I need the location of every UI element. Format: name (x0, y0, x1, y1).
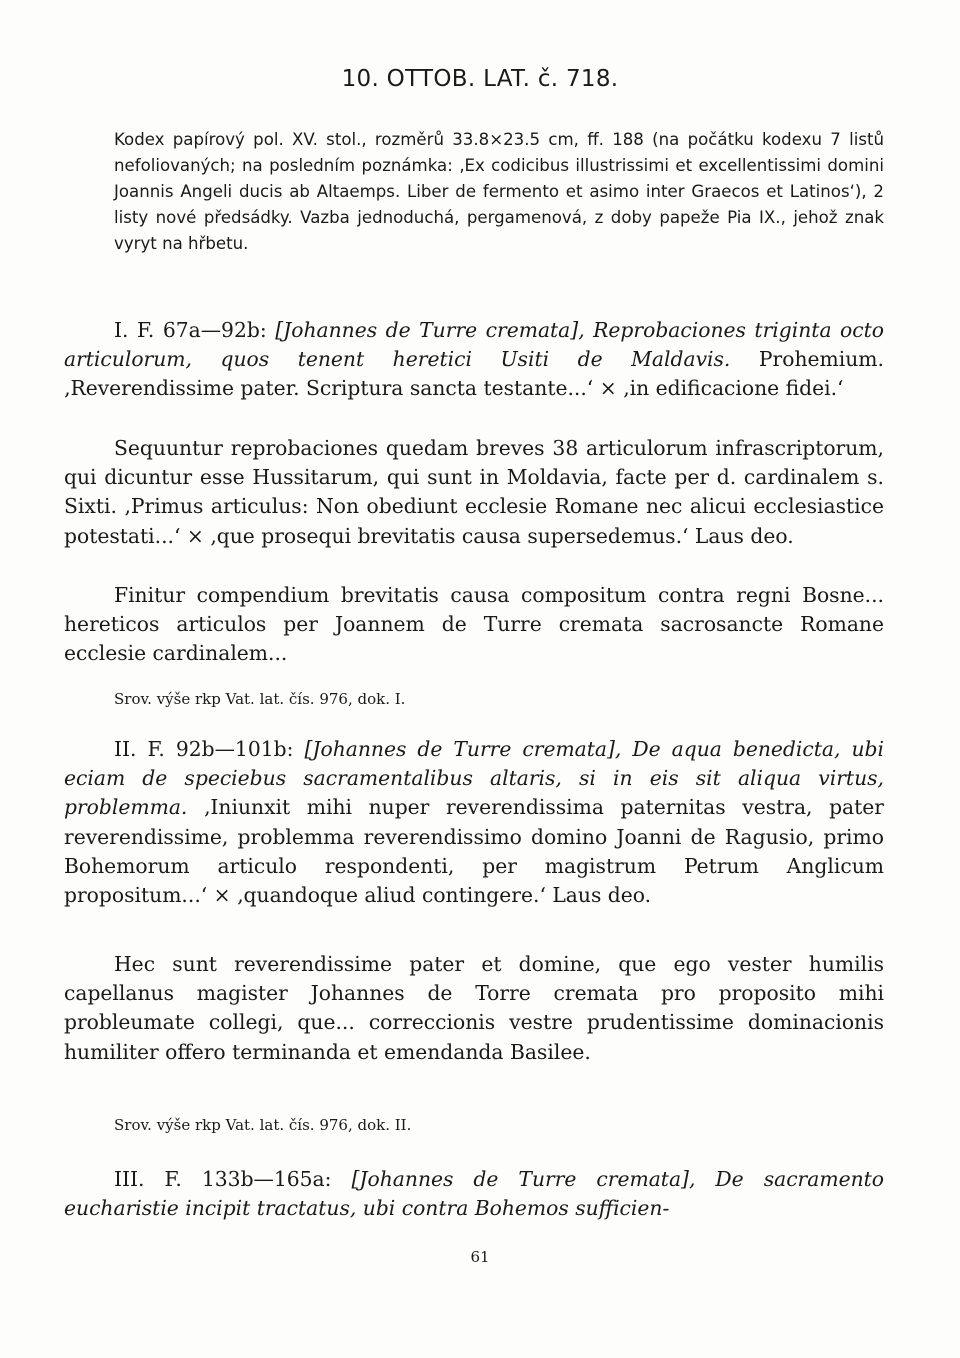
section-1-lead: I. F. 67a—92b: (114, 318, 276, 342)
section-1-entry (64, 316, 884, 404)
page-heading: 10. OTTOB. LAT. č. 718. (341, 66, 619, 92)
section-1-paragraph-2: Sequuntur reprobaciones quedam breves 38 articulorum infrascriptorum, qui dicuntur esse Hussitarum, qui sunt in Moldavia, facte per d. cardinalem s. Sixti. ‚Primus articulus: Non obediunt ecclesie Romane nec alicui ecclesiastice potestati...‘ × ‚que prosequi brevitatis causa supersedemus.‘ Laus deo. (64, 436, 884, 548)
section-1-incipit: Prohemium. ‚Reverendissime pater. Scriptura sancta testante...‘ × ‚in edificacione fidei.‘ (64, 347, 884, 401)
section-3-lead: III. F. 133b—165a: (114, 1167, 352, 1191)
codex-description: Kodex papírový pol. XV. stol., rozměrů 33.8×23.5 cm, ff. 188 (na počátku kodexu 7 listů nefoliovaných; na posledním poznámka: ‚Ex codicibus illustrissimi et excellentissimi domini Joannis Angeli ducis ab Altaemps. Liber de fermento et asimo inter Graecos et Latinos‘), 2 listy nové předsádky. Vazba jednoduchá, pergamenová, z doby papeže Pia IX., jehož znak vyryt na hřbetu. (114, 130, 884, 253)
section-1-paragraph-3: Finitur compendium brevitatis causa compositum contra regni Bosne... hereticos articulos per Joannem de Turre cremata sacrosancte Romane ecclesie cardinalem... (64, 583, 884, 666)
section-3-title: [Johannes de Turre cremata], De sacramento eucharistie incipit tractatus, ubi contra Bohemos sufficien- (64, 1167, 884, 1221)
section-2-entry (64, 735, 884, 910)
page-number: 61 (470, 1248, 490, 1266)
section-2-lead: II. F. 92b—101b: (114, 737, 305, 761)
section-2-title: [Johannes de Turre cremata], De aqua benedicta, ubi eciam de speciebus sacramentalibus altaris, si in eis sit aliqua virtus, problemma. (64, 737, 884, 820)
section-1-reference: Srov. výše rkp Vat. lat. čís. 976, dok. I. (114, 690, 406, 708)
section-2-paragraph-2: Hec sunt reverendissime pater et domine, que ego vester humilis capellanus magister Johannes de Torre cremata pro proposito mihi probleumate collegi, que... correccionis vestre prudentissime dominacionis humiliter offero terminanda et emendanda Basilee. (64, 952, 884, 1064)
section-1-title: [Johannes de Turre cremata], Reprobaciones triginta octo articulorum, quos tenent heretici Usiti de Maldavis. (64, 318, 884, 372)
section-2-incipit: ‚Iniunxit mihi nuper reverendissima paternitas vestra, pater reverendissime, problemma reverendissimo domino Joanni de Ragusio, primo Bohemorum articulo respondenti, per magistrum Petrum Anglicum propositum...‘ × ‚quandoque aliud contingere.‘ Laus deo. (64, 795, 884, 908)
section-3-entry (64, 1165, 884, 1223)
section-2-reference: Srov. výše rkp Vat. lat. čís. 976, dok. II. (114, 1116, 412, 1134)
